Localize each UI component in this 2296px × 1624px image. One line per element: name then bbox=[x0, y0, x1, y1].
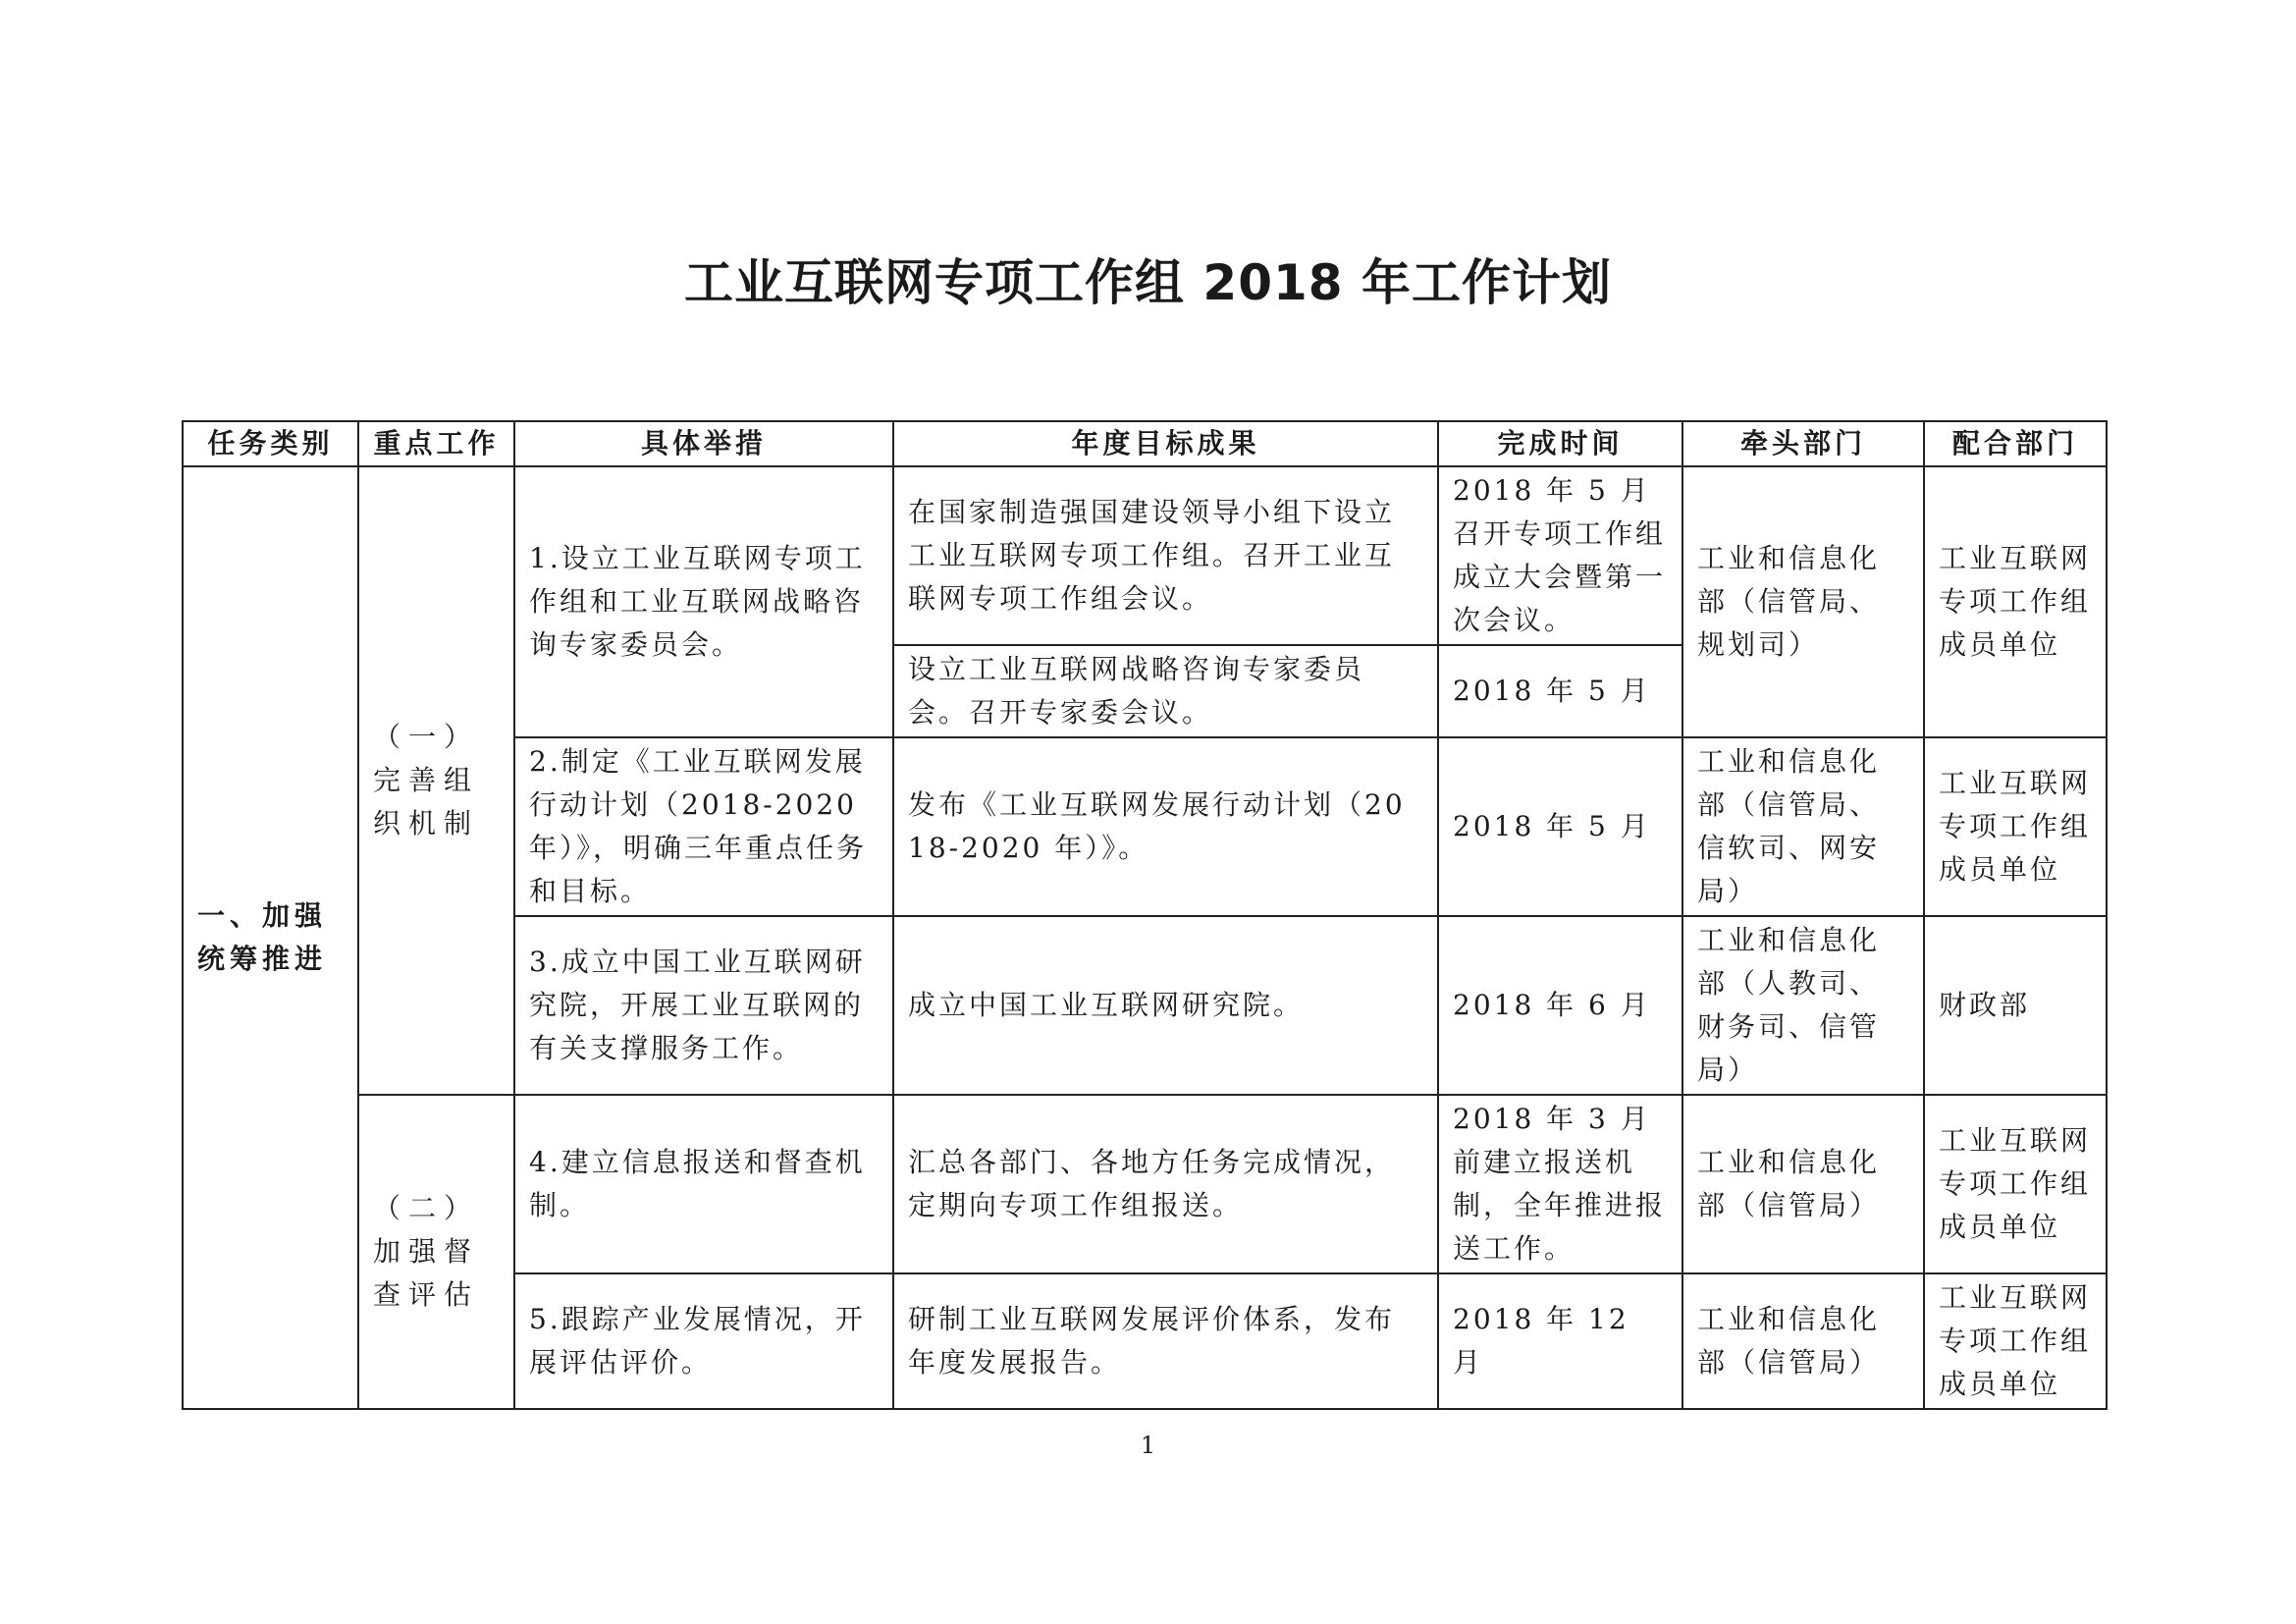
lead-department-cell: 工业和信息化部（信管局、信软司、网安局） bbox=[1682, 737, 1924, 916]
measure-cell: 2.制定《工业互联网发展行动计划（2018-2020 年）》，明确三年重点任务和目标。 bbox=[514, 737, 893, 916]
partner-department-cell: 财政部 bbox=[1924, 916, 2107, 1095]
column-header-lead-department: 牵头部门 bbox=[1682, 421, 1924, 466]
time-cell: 2018 年 3 月前建立报送机制，全年推进报送工作。 bbox=[1438, 1095, 1682, 1273]
goal-cell: 发布《工业互联网发展行动计划（2018-2020 年）》。 bbox=[893, 737, 1438, 916]
partner-department-cell: 工业互联网专项工作组成员单位 bbox=[1924, 1095, 2107, 1273]
partner-department-cell: 工业互联网专项工作组成员单位 bbox=[1924, 1273, 2107, 1409]
lead-department-cell: 工业和信息化部（人教司、财务司、信管局） bbox=[1682, 916, 1924, 1095]
column-header-completion-time: 完成时间 bbox=[1438, 421, 1682, 466]
measure-cell: 3.成立中国工业互联网研究院，开展工业互联网的有关支撑服务工作。 bbox=[514, 916, 893, 1095]
time-cell: 2018 年 5 月 bbox=[1438, 737, 1682, 916]
document-title: 工业互联网专项工作组 2018 年工作计划 bbox=[684, 254, 1612, 311]
time-cell: 2018 年 5 月召开专项工作组成立大会暨第一次会议。 bbox=[1438, 466, 1682, 645]
time-cell: 2018 年 6 月 bbox=[1438, 916, 1682, 1095]
goal-cell: 研制工业互联网发展评价体系，发布年度发展报告。 bbox=[893, 1273, 1438, 1409]
measure-cell: 5.跟踪产业发展情况，开展评估评价。 bbox=[514, 1273, 893, 1409]
measure-cell: 4.建立信息报送和督查机制。 bbox=[514, 1095, 893, 1273]
column-header-key-work: 重点工作 bbox=[358, 421, 514, 466]
column-header-partner-department: 配合部门 bbox=[1924, 421, 2107, 466]
goal-cell: 设立工业互联网战略咨询专家委员会。召开专家委会议。 bbox=[893, 645, 1438, 737]
column-header-task-category: 任务类别 bbox=[183, 421, 358, 466]
measure-cell: 1.设立工业互联网专项工作组和工业互联网战略咨询专家委员会。 bbox=[514, 466, 893, 737]
column-header-measures: 具体举措 bbox=[514, 421, 893, 466]
column-header-annual-goals: 年度目标成果 bbox=[893, 421, 1438, 466]
time-cell: 2018 年 12 月 bbox=[1438, 1273, 1682, 1409]
partner-department-cell: 工业互联网专项工作组成员单位 bbox=[1924, 466, 2107, 737]
time-cell: 2018 年 5 月 bbox=[1438, 645, 1682, 737]
focus-cell: （一）完善组织机制 bbox=[358, 466, 514, 1095]
focus-cell: （二）加强督查评估 bbox=[358, 1095, 514, 1409]
table-row bbox=[183, 1095, 2107, 1273]
goal-cell: 成立中国工业互联网研究院。 bbox=[893, 916, 1438, 1095]
page-number: 1 bbox=[1140, 1432, 1156, 1459]
header-row bbox=[183, 421, 2107, 466]
lead-department-cell: 工业和信息化部（信管局） bbox=[1682, 1273, 1924, 1409]
work-plan-table bbox=[182, 420, 2108, 1410]
table-row bbox=[183, 466, 2107, 645]
task-category-cell: 一、加强统筹推进 bbox=[183, 466, 358, 1409]
goal-cell: 在国家制造强国建设领导小组下设立工业互联网专项工作组。召开工业互联网专项工作组会议。 bbox=[893, 466, 1438, 645]
lead-department-cell: 工业和信息化部（信管局） bbox=[1682, 1095, 1924, 1273]
goal-cell: 汇总各部门、各地方任务完成情况，定期向专项工作组报送。 bbox=[893, 1095, 1438, 1273]
partner-department-cell: 工业互联网专项工作组成员单位 bbox=[1924, 737, 2107, 916]
lead-department-cell: 工业和信息化部（信管局、规划司） bbox=[1682, 466, 1924, 737]
